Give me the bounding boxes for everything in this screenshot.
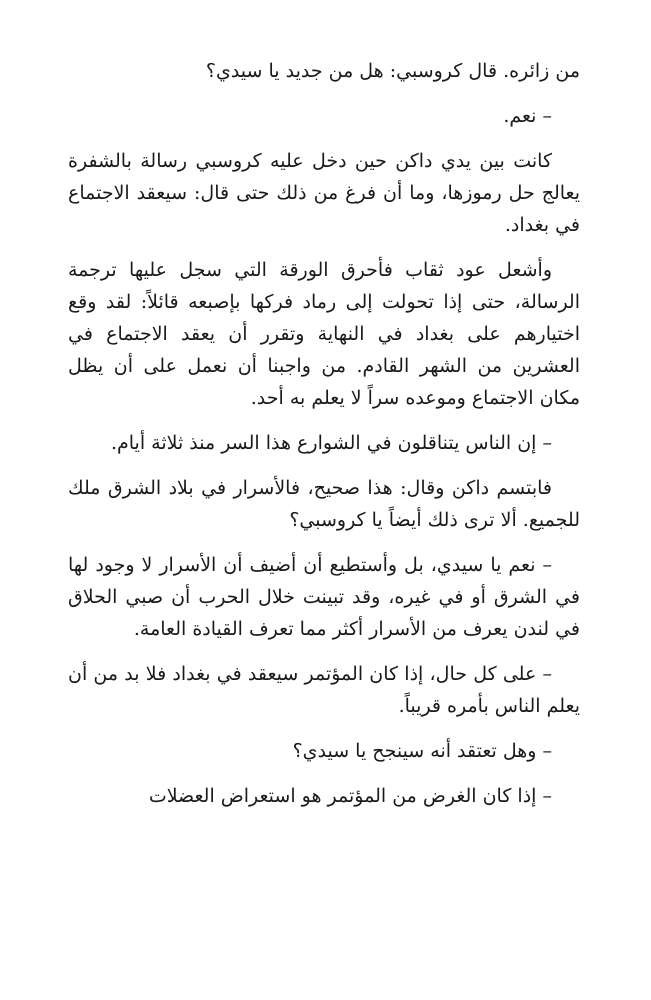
paragraph-9: – وهل تعتقد أنه سينجح يا سيدي؟ bbox=[292, 740, 552, 762]
paragraph-6: فابتسم داكن وقال: هذا صحيح، فالأسرار في بلاد الشرق ملك للجميع. ألا ترى ذلك أيضاً يا كروسبي؟ bbox=[68, 477, 580, 531]
paragraph-3: كانت بين يدي داكن حين دخل عليه كروسبي رسالة بالشفرة يعالج حل رموزها، وما أن فرغ من ذلك حتى قال: سيعقد الاجتماع في بغداد. bbox=[68, 150, 580, 236]
paragraph-10: – إذا كان الغرض من المؤتمر هو استعراض العضلات bbox=[148, 785, 552, 807]
paragraph-7: – نعم يا سيدي، بل وأستطيع أن أضيف أن الأسرار لا وجود لها في الشرق أو في غيره، وقد تبينت خلال الحرب أن صبي الحلاق في لندن يعرف من الأسرار أكثر مما تعرف القيادة العامة. bbox=[68, 554, 580, 640]
paragraph-1: من زائره. قال كروسبي: هل من جديد يا سيدي؟ bbox=[205, 60, 580, 82]
paragraph-8: – على كل حال، إذا كان المؤتمر سيعقد في بغداد فلا بد من أن يعلم الناس بأمره قريباً. bbox=[68, 663, 580, 717]
paragraph-4: وأشعل عود ثقاب فأحرق الورقة التي سجل عليها ترجمة الرسالة، حتى إذا تحولت إلى رماد فركها بإصبعه قائلاً: لقد وقع اختيارهم على بغداد في النهاية وتقرر أن يعقد الاجتماع في العشرين من الشهر القادم. من واجبنا أن نعمل على أن يظل مكان الاجتماع وموعده سراً لا يعلم به أحد. bbox=[68, 259, 580, 409]
paragraph-2: – نعم. bbox=[503, 105, 552, 127]
paragraph-5: – إن الناس يتناقلون في الشوارع هذا السر منذ ثلاثة أيام. bbox=[110, 432, 552, 454]
page-text bbox=[68, 55, 580, 825]
